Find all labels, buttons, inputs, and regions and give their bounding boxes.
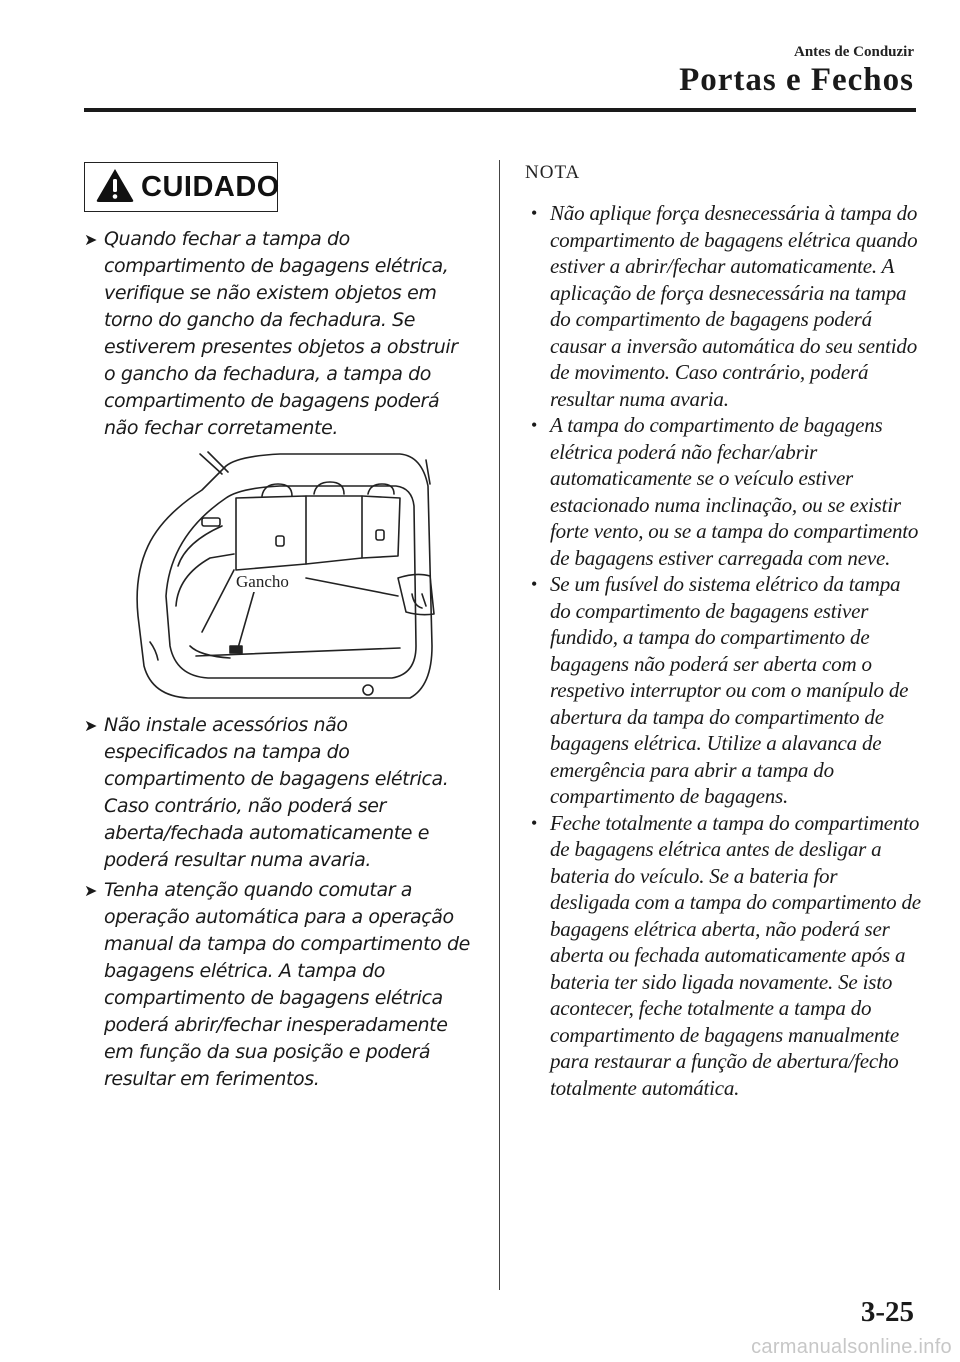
warning-triangle-icon: [95, 167, 135, 208]
caution-list-b: [84, 712, 474, 1093]
caution-text: Não instale acessórios não especificados na tampa do compartimento de bagagens elétrica. Caso contrário, não poderá ser aberta/fechada automaticamente e poderá resultar numa avaria.: [104, 714, 449, 871]
note-item: [530, 571, 922, 810]
arrow-bullet-icon: ➤: [84, 716, 98, 735]
note-item: [530, 200, 922, 412]
header-rule: [84, 108, 916, 112]
arrow-bullet-icon: ➤: [84, 881, 98, 900]
arrow-bullet-icon: ➤: [84, 230, 98, 249]
dot-bullet-icon: •: [531, 574, 538, 594]
watermark: carmanualsonline.info: [751, 1336, 952, 1358]
cargo-area-illustration: [130, 446, 450, 706]
note-text: Feche totalmente a tampa do compartimento de bagagens elétrica antes de desligar a bateria do veículo. Se a bateria for desligada com a tampa do compartimento de bagagens elétrica aberta, não poderá ser aberta ou fechada automaticamente após a bateria ter sido ligada novamente. Se isto acontecer, feche totalmente a tampa do compartimento de bagagens manualmente para restaurar a função de abertura/fecho totalmente automática.: [550, 810, 921, 1100]
caution-text: Tenha atenção quando comutar a operação automática para a operação manual da tampa do compartimento de bagagens elétrica. A tampa do compartimento de bagagens elétrica poderá abrir/fechar inesperadamente em função da sua posição e poderá resultar em ferimentos.: [104, 879, 470, 1090]
caution-text: Quando fechar a tampa do compartimento de bagagens elétrica, verifique se não existem objetos em torno do gancho da fechadura. Se estiverem presentes objetos a obstruir o gancho da fechadura, a tampa do compartimento de bagagens poderá não fechar corretamente.: [104, 228, 458, 439]
page-title: Portas e Fechos: [679, 62, 914, 98]
caution-label: CUIDADO: [141, 170, 280, 203]
caution-list-a: [84, 226, 474, 442]
dot-bullet-icon: •: [531, 415, 538, 435]
note-text: Se um fusível do sistema elétrico da tampa do compartimento de bagagens estiver fundido, a tampa do compartimento de bagagens não poderá ser aberta com o respetivo interruptor ou com o manípulo de abertura da tampa do compartimento de bagagens elétrica. Utilize a alavanca de emergência para abrir a tampa do compartimento de bagagens.: [550, 572, 909, 808]
note-text: Não aplique força desnecessária à tampa do compartimento de bagagens elétrica quando estiver a abrir/fechar automaticamente. A aplicação de força desnecessária na tampa do compartimento de bagagens poderá causar a inversão automática do seu sentido de movimento. Caso contrário, poderá resultar numa avaria.: [550, 201, 918, 411]
note-heading: NOTA: [525, 162, 581, 183]
caution-box: [84, 162, 278, 212]
page-number: 3-25: [860, 1296, 914, 1328]
dot-bullet-icon: •: [531, 812, 538, 833]
dot-bullet-icon: •: [531, 203, 538, 223]
column-divider: [499, 160, 500, 1290]
section-name: Antes de Conduzir: [793, 44, 914, 60]
note-item: [530, 810, 922, 1102]
caution-item: [84, 877, 474, 1093]
note-item: [530, 412, 922, 571]
note-list: [530, 200, 922, 1101]
note-text: A tampa do compartimento de bagagens elétrica poderá não fechar/abrir automaticamente se o veículo estiver estacionado numa inclinação, ou se existir forte vento, ou se a tampa do compartimento de bagagens estiver carregada com neve.: [550, 413, 919, 570]
hook-callout-label: Gancho: [236, 572, 289, 591]
caution-item: [84, 712, 474, 874]
caution-item: [84, 226, 474, 442]
